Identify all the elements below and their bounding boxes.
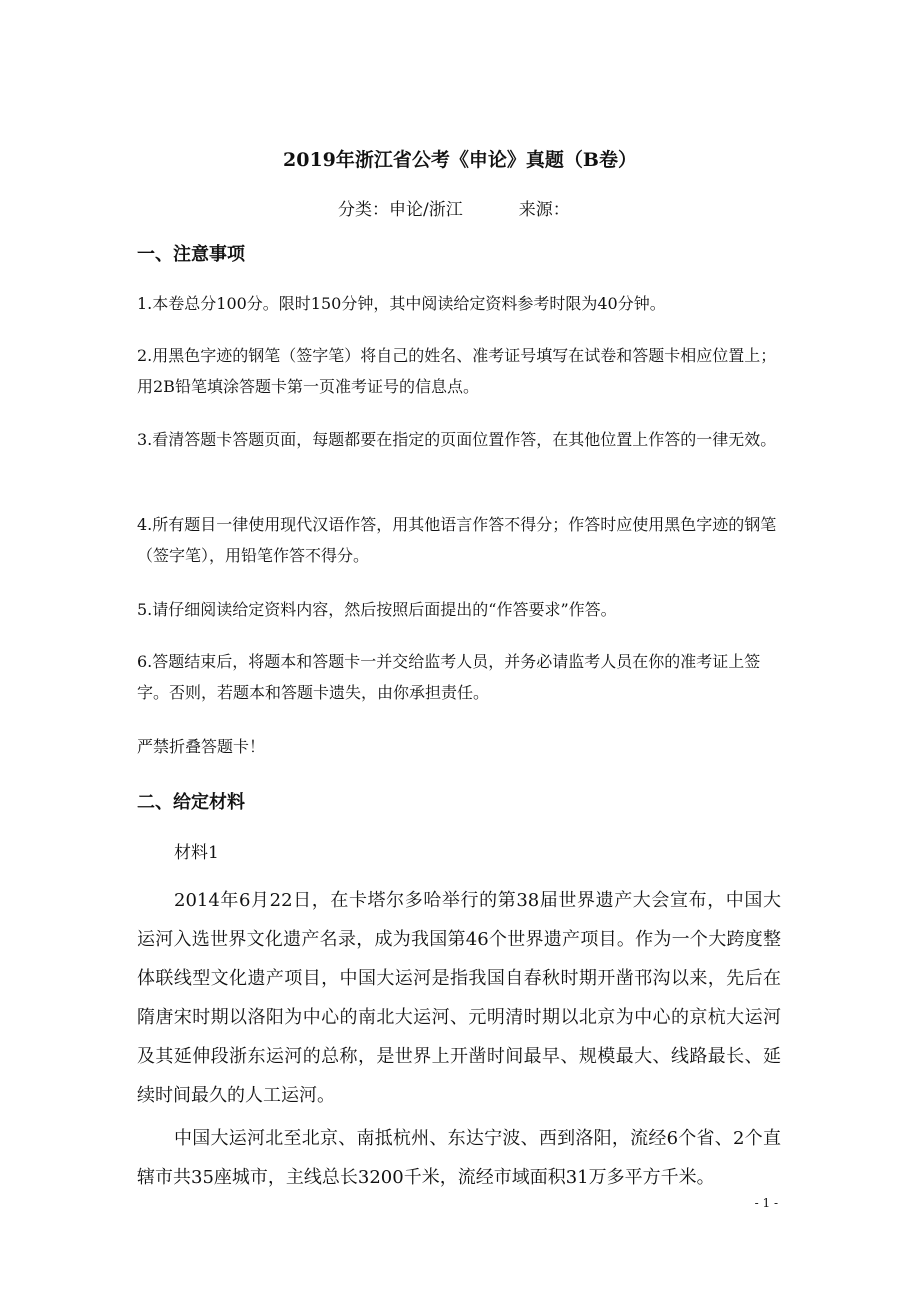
material-label: 材料1 [174, 843, 219, 863]
source-label: 来源： [518, 200, 570, 220]
page-number: - 1 - [754, 1196, 778, 1210]
material-paragraph-1: 2014年6月22日，在卡塔尔多哈举行的第38届世界遗产大会宣布，中国大运河入选世界文化遗产名录，成为我国第46个世界遗产项目。作为一个大跨度整体联线型文化遗产项目，中国大运河是指我国自春秋时期开凿邗沟以来，先后在隋唐宋时期以洛阳为中心的南北大运河、元明清时期以北京为中心的京杭大运河及其延伸段浙东运河的总称，是世界上开凿时间最早、规模最大、线路最长、延续时间最久的人工运河。 [137, 890, 781, 1106]
category-label: 分类：申论/浙江 [338, 200, 463, 220]
note-item-4: 4.所有题目一律使用现代汉语作答，用其他语言作答不得分；作答时应使用黑色字迹的钢笔（签字笔），用铅笔作答不得分。 [137, 515, 777, 565]
section-heading-materials: 二、给定材料 [137, 792, 245, 813]
note-item-6: 6.答题结束后，将题本和答题卡一并交给监考人员，并务必请监考人员在你的准考证上签字。否则，若题本和答题卡遗失，由你承担责任。 [137, 652, 761, 702]
note-item-5: 5.请仔细阅读给定资料内容，然后按照后面提出的“作答要求”作答。 [137, 600, 617, 619]
note-item-3: 3.看清答题卡答题页面，每题都要在指定的页面位置作答，在其他位置上作答的一律无效。 [137, 430, 777, 449]
note-item-1: 1.本卷总分100分。限时150分钟，其中阅读给定资料参考时限为40分钟。 [137, 294, 666, 313]
document-title: 2019年浙江省公考《申论》真题（B卷） [283, 149, 637, 171]
material-paragraph-2: 中国大运河北至北京、南抵杭州、东达宁波、西到洛阳，流经6个省、2个直辖市共35座城市，主线总长3200千米，流经市域面积31万多平方千米。 [137, 1128, 781, 1188]
note-warning: 严禁折叠答题卡！ [137, 737, 266, 756]
note-item-2: 2.用黑色字迹的钢笔（签字笔）将自己的姓名、准考证号填写在试卷和答题卡相应位置上；用2B铅笔填涂答题卡第一页准考证号的信息点。 [137, 346, 777, 396]
section-heading-notes: 一、注意事项 [137, 244, 245, 265]
document-meta [338, 198, 570, 222]
